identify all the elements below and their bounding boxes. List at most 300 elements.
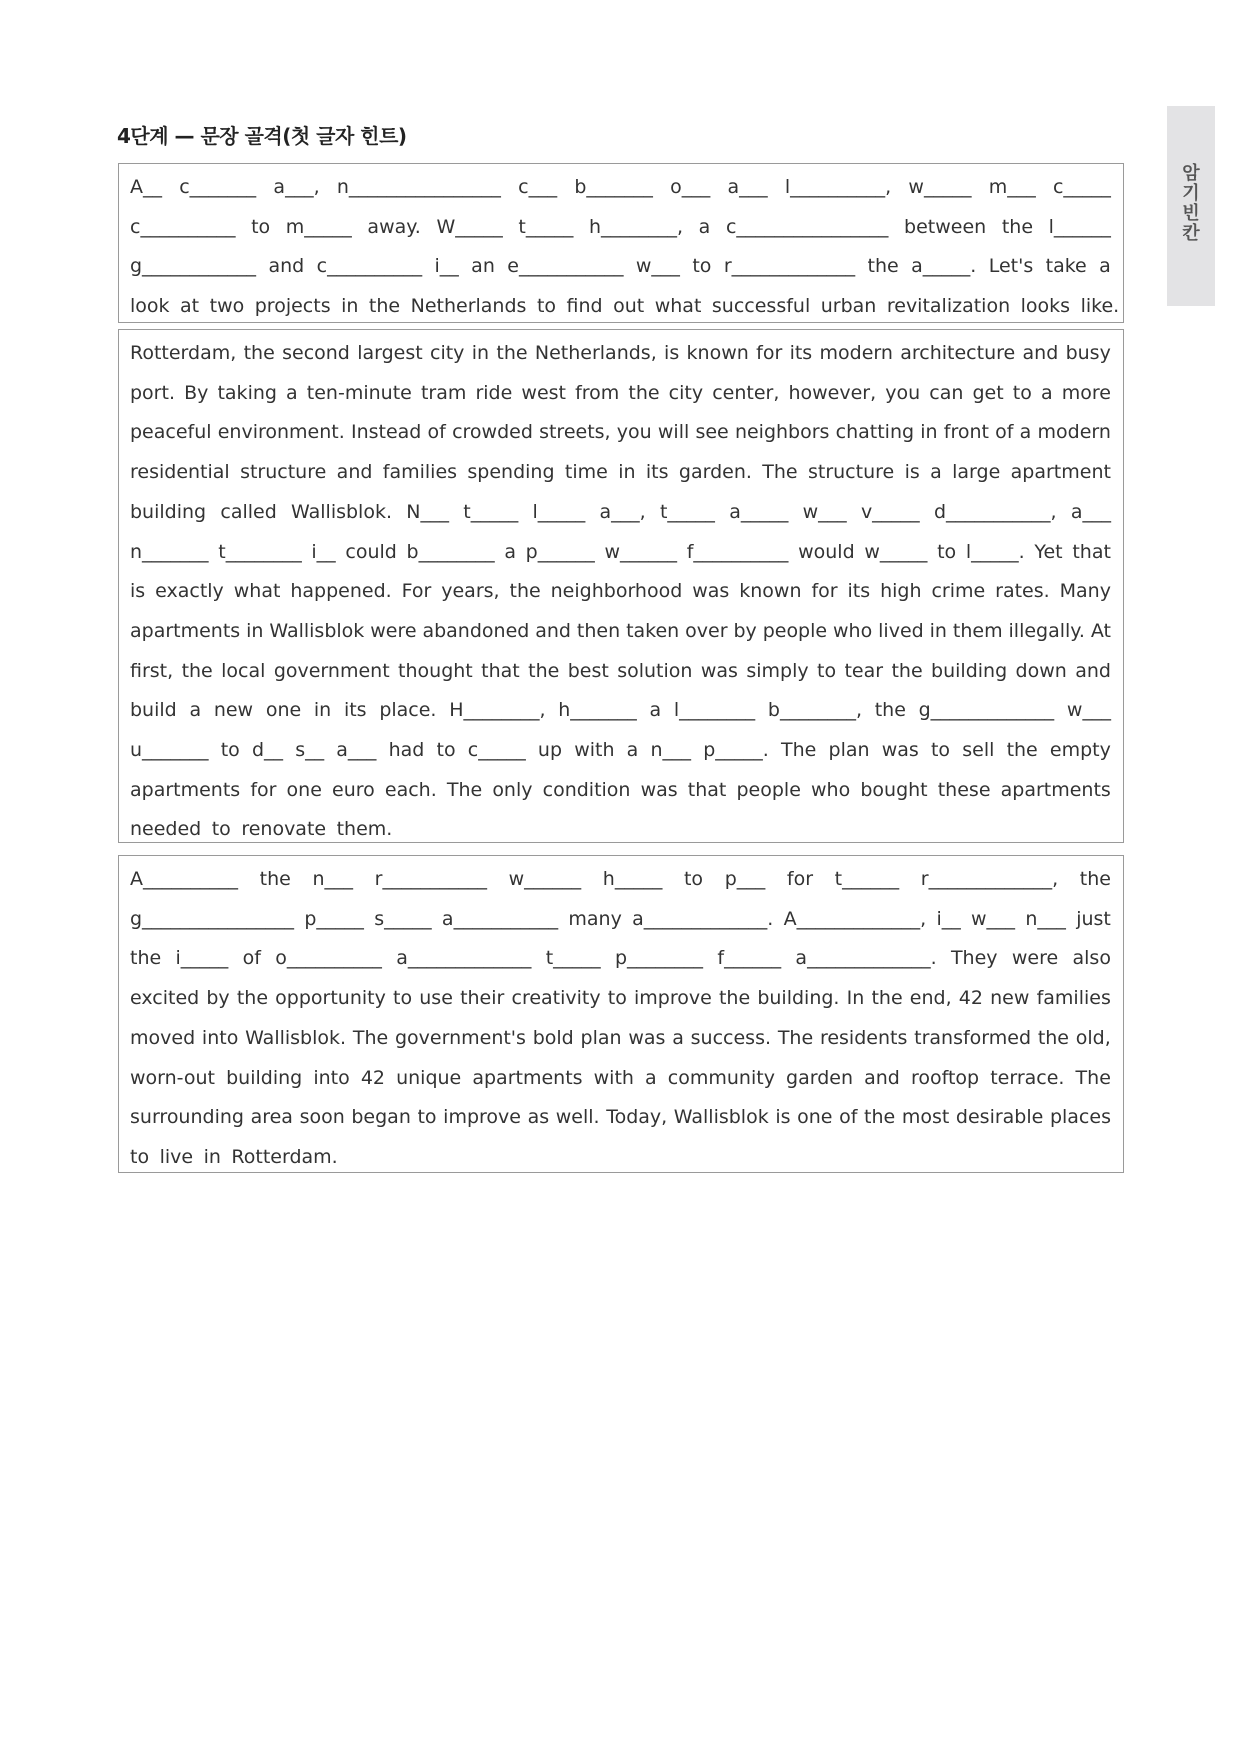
- word: out: [613, 295, 645, 318]
- word: years,: [441, 580, 500, 603]
- word: center,: [712, 381, 780, 404]
- word: you: [616, 421, 652, 444]
- word: m___: [988, 176, 1036, 198]
- word: them.: [336, 818, 393, 841]
- word: a___________: [441, 907, 559, 930]
- word: The: [446, 778, 483, 801]
- word: that: [481, 659, 520, 682]
- word: port.: [130, 381, 175, 404]
- word: success.: [690, 1026, 772, 1049]
- side-tab-char: 기: [1182, 183, 1200, 204]
- word: l_____: [532, 500, 586, 523]
- word: streets,: [539, 421, 611, 444]
- word: The: [1075, 1066, 1111, 1089]
- word: to: [692, 255, 712, 278]
- word: apartments: [130, 619, 241, 642]
- word: first,: [130, 659, 174, 682]
- word: large: [952, 461, 1001, 484]
- word: the: [130, 947, 162, 970]
- word: f__________: [686, 540, 789, 563]
- word: many: [568, 907, 622, 930]
- word: and: [1075, 659, 1111, 682]
- word: needed: [130, 818, 202, 841]
- word: west: [521, 381, 566, 404]
- word: then: [576, 619, 621, 642]
- word: with: [593, 1066, 634, 1089]
- word: places: [1049, 1106, 1111, 1129]
- word: apartment: [1010, 461, 1111, 484]
- word: sell: [962, 739, 995, 762]
- word: place.: [379, 699, 437, 722]
- word: a: [286, 381, 298, 404]
- word: a: [504, 540, 516, 563]
- word: empty: [1049, 739, 1111, 762]
- word: a: [698, 215, 711, 238]
- word: is: [664, 342, 680, 364]
- word: each.: [384, 778, 437, 801]
- word: revitalization: [886, 295, 1011, 318]
- word: ride: [475, 381, 513, 404]
- word: front: [943, 421, 989, 444]
- word: d___________,: [933, 500, 1057, 523]
- passage-line: [130, 334, 1111, 374]
- word: however,: [788, 381, 877, 404]
- word: can: [929, 381, 964, 404]
- word: Netherlands: [410, 295, 527, 318]
- word: into: [201, 1026, 239, 1049]
- word: the: [368, 295, 401, 318]
- word: At: [1090, 619, 1111, 642]
- word: end,: [909, 987, 952, 1010]
- word: w_____: [864, 540, 928, 563]
- word: with: [574, 739, 615, 762]
- word: will: [657, 421, 690, 444]
- word: a_____________.: [632, 907, 774, 930]
- word: the: [1079, 868, 1111, 890]
- word: Rotterdam,: [130, 342, 237, 364]
- word: s_____: [374, 907, 432, 930]
- word: n___: [650, 739, 692, 762]
- word: began: [351, 1106, 411, 1129]
- word: in: [618, 461, 636, 484]
- word: bought: [860, 778, 928, 801]
- section-heading: 4단계 — 문장 골격(첫 글자 힌트): [117, 124, 407, 148]
- word: to: [251, 215, 271, 238]
- word: g________________: [130, 907, 295, 930]
- passage-line: [130, 1019, 1111, 1059]
- word: c__________: [130, 215, 236, 238]
- word: A__________: [130, 868, 238, 890]
- passage-line: [130, 860, 1111, 900]
- word: known: [686, 342, 749, 364]
- word: c_____: [1052, 176, 1111, 198]
- side-tab-char: 칸: [1182, 223, 1200, 244]
- word: a: [189, 699, 202, 722]
- word: to: [211, 818, 231, 841]
- word: the: [509, 580, 541, 603]
- word: h_____: [602, 868, 663, 890]
- word: down: [1015, 659, 1067, 682]
- word: p___: [724, 868, 766, 890]
- word: abandoned: [422, 619, 530, 642]
- word: residential: [130, 461, 230, 484]
- word: a___,: [599, 500, 646, 523]
- word: is: [130, 580, 146, 603]
- word: taken: [626, 619, 680, 642]
- word: the: [236, 987, 269, 1010]
- word: what: [233, 580, 281, 603]
- word: illegally.: [1008, 619, 1085, 642]
- word: new: [213, 699, 254, 722]
- word: w___: [802, 500, 847, 523]
- word: called: [220, 500, 277, 523]
- word: o__________: [275, 947, 382, 970]
- word: to: [536, 295, 557, 318]
- word: who: [833, 619, 873, 642]
- word: to: [1012, 381, 1032, 404]
- word: was: [881, 739, 919, 762]
- passage-line: [130, 939, 1111, 979]
- word: terrace.: [990, 1066, 1065, 1089]
- word: A_____________,: [783, 907, 927, 930]
- word: The: [762, 461, 798, 484]
- word: t_____: [545, 947, 601, 970]
- word: c________________: [725, 215, 889, 238]
- side-tab: [1167, 106, 1215, 306]
- word: by: [733, 619, 757, 642]
- word: from: [575, 381, 620, 404]
- word: who: [811, 778, 851, 801]
- word: c__________: [316, 255, 423, 278]
- word: successful: [711, 295, 811, 318]
- word: garden.: [678, 461, 752, 484]
- word: ten-minute: [306, 381, 412, 404]
- word: you: [885, 381, 921, 404]
- word: in: [471, 342, 490, 364]
- word: a: [645, 1066, 657, 1089]
- word: the: [259, 868, 291, 890]
- word: like.: [1080, 295, 1120, 318]
- word: plan: [828, 739, 870, 762]
- word: Instead: [350, 421, 422, 444]
- side-tab-char: 암: [1182, 163, 1200, 184]
- word: desirable: [955, 1106, 1044, 1129]
- word: between: [904, 215, 987, 238]
- word: city: [668, 381, 704, 404]
- word: r_____________: [723, 255, 856, 278]
- word: building.: [757, 987, 840, 1010]
- word: structure: [240, 461, 327, 484]
- word: largest: [357, 342, 423, 364]
- word: looks: [1020, 295, 1071, 318]
- word: look: [130, 295, 170, 318]
- word: Wallisblok.: [291, 500, 393, 523]
- word: in: [341, 295, 359, 318]
- word: over: [685, 619, 728, 642]
- passage-line: [130, 979, 1111, 1019]
- word: residents: [819, 1026, 908, 1049]
- word: families: [1036, 987, 1111, 1010]
- word: of: [839, 1106, 858, 1129]
- word: a___: [336, 739, 377, 762]
- word: p_____: [304, 907, 364, 930]
- passage-line: [130, 453, 1111, 493]
- word: modern: [819, 342, 893, 364]
- word: get: [972, 381, 1004, 404]
- word: g____________: [130, 255, 257, 278]
- word: see: [695, 421, 729, 444]
- word: improve: [634, 987, 712, 1010]
- word: to: [817, 659, 837, 682]
- word: A__: [130, 176, 162, 198]
- word: only: [492, 778, 533, 801]
- word: t_____: [518, 215, 574, 238]
- word: Let's: [988, 255, 1034, 278]
- word: Yet: [1034, 540, 1063, 563]
- word: worn-out: [130, 1066, 216, 1089]
- word: is: [904, 461, 920, 484]
- word: The: [781, 739, 817, 762]
- word: time: [564, 461, 608, 484]
- word: p________: [615, 947, 704, 970]
- word: could: [345, 540, 397, 563]
- word: a_____.: [911, 255, 977, 278]
- word: take: [1045, 255, 1087, 278]
- word: lived: [878, 619, 924, 642]
- word: They: [950, 947, 998, 970]
- word: to: [937, 540, 957, 563]
- word: h_______: [558, 699, 637, 722]
- word: The: [352, 1026, 389, 1049]
- word: for: [756, 342, 783, 364]
- word: condition: [542, 778, 631, 801]
- word: building: [130, 500, 207, 523]
- word: of: [242, 947, 261, 970]
- word: build: [130, 699, 177, 722]
- word: community: [667, 1066, 775, 1089]
- word: structure: [807, 461, 895, 484]
- word: the: [243, 342, 275, 364]
- word: was: [700, 659, 738, 682]
- word: also: [1072, 947, 1111, 970]
- word: the: [181, 659, 213, 682]
- word: For: [401, 580, 432, 603]
- word: busy: [1065, 342, 1111, 364]
- passage-line: [130, 810, 1111, 850]
- word: w___: [1066, 699, 1111, 722]
- word: building: [226, 1066, 303, 1089]
- word: o___: [670, 176, 711, 198]
- word: the: [1006, 739, 1038, 762]
- word: one: [797, 1106, 833, 1129]
- word: to: [393, 987, 413, 1010]
- word: one: [286, 778, 322, 801]
- word: apartments: [130, 778, 241, 801]
- word: exactly: [155, 580, 224, 603]
- word: plan: [580, 1026, 622, 1049]
- word: taking: [217, 381, 277, 404]
- word: H________,: [449, 699, 546, 722]
- word: a_____: [729, 500, 789, 523]
- word: w___: [971, 907, 1016, 930]
- word: p______: [525, 540, 595, 563]
- word: to: [683, 868, 704, 890]
- word: people: [736, 778, 801, 801]
- word: Many: [1059, 580, 1111, 603]
- word: garden: [786, 1066, 854, 1089]
- word: d__: [251, 739, 284, 762]
- word: N___: [406, 500, 449, 523]
- word: n___: [312, 868, 354, 890]
- word: crowded: [452, 421, 533, 444]
- word: second: [282, 342, 350, 364]
- passage-line: [130, 247, 1111, 287]
- word: the: [1037, 1026, 1069, 1049]
- passage-line: [130, 168, 1111, 208]
- word: a___: [727, 176, 768, 198]
- word: a_____________.: [795, 947, 937, 970]
- word: Wallisblok: [269, 619, 365, 642]
- passage-line: [130, 374, 1111, 414]
- word: a___: [1070, 500, 1111, 523]
- word: into: [313, 1066, 350, 1089]
- word: to: [930, 739, 951, 762]
- word: new: [990, 987, 1030, 1010]
- passage-line: [130, 533, 1111, 573]
- word: known: [739, 580, 802, 603]
- word: use: [419, 987, 453, 1010]
- passage-line: [130, 1138, 1111, 1178]
- word: w_____: [908, 176, 972, 198]
- word: m_____: [285, 215, 352, 238]
- passage-box-3: [118, 855, 1124, 1173]
- word: away.: [367, 215, 421, 238]
- word: were: [370, 619, 417, 642]
- word: its: [645, 461, 669, 484]
- passage-line: [130, 493, 1111, 533]
- word: was: [640, 778, 678, 801]
- word: would: [798, 540, 855, 563]
- word: rates.: [995, 580, 1050, 603]
- word: excited: [130, 987, 200, 1010]
- word: n________________: [336, 176, 501, 198]
- word: Wallisblok.: [245, 1026, 347, 1049]
- word: neighbors: [734, 421, 830, 444]
- word: well.: [555, 1106, 600, 1129]
- word: the: [874, 699, 906, 722]
- word: i__: [936, 907, 961, 930]
- word: b________,: [767, 699, 862, 722]
- word: e___________: [507, 255, 624, 278]
- word: t________: [218, 540, 302, 563]
- word: surrounding: [130, 1106, 244, 1129]
- word: w______: [508, 868, 582, 890]
- word: the: [718, 987, 751, 1010]
- word: solution: [617, 659, 693, 682]
- word: government's: [394, 1026, 526, 1049]
- word: bold: [532, 1026, 574, 1049]
- word: environment.: [217, 421, 345, 444]
- word: n___: [1025, 907, 1066, 930]
- word: to: [436, 739, 456, 762]
- word: By: [184, 381, 209, 404]
- word: to: [220, 739, 240, 762]
- word: a: [1040, 381, 1053, 404]
- word: one: [265, 699, 302, 722]
- word: to: [607, 987, 627, 1010]
- word: is: [775, 1106, 791, 1129]
- word: at: [180, 295, 200, 318]
- passage-line: [130, 612, 1111, 652]
- word: up: [537, 739, 563, 762]
- word: and: [864, 1066, 900, 1089]
- word: l________: [673, 699, 756, 722]
- word: renovate: [241, 818, 327, 841]
- word: and: [336, 461, 373, 484]
- word: find: [566, 295, 603, 318]
- word: for: [811, 580, 838, 603]
- word: a: [930, 461, 942, 484]
- word: transformed: [914, 1026, 1032, 1049]
- passage-line: [130, 413, 1111, 453]
- passage-line: [130, 691, 1111, 731]
- word: g_____________: [918, 699, 1055, 722]
- word: a_____________: [396, 947, 532, 970]
- word: chatting: [835, 421, 915, 444]
- word: old,: [1075, 1026, 1111, 1049]
- word: a: [1019, 421, 1032, 444]
- word: l__________,: [784, 176, 892, 198]
- word: its: [789, 342, 813, 364]
- word: opportunity: [275, 987, 386, 1010]
- word: what: [654, 295, 702, 318]
- word: l______: [1048, 215, 1111, 238]
- word: most: [901, 1106, 950, 1129]
- passage-box-1: [118, 163, 1124, 323]
- word: c___: [518, 176, 558, 198]
- word: city: [430, 342, 465, 364]
- word: and: [1022, 342, 1059, 364]
- word: that: [1072, 540, 1111, 563]
- passage-line: [130, 731, 1111, 771]
- word: two: [209, 295, 245, 318]
- passage-line: [130, 771, 1111, 811]
- word: was: [692, 580, 730, 603]
- word: improve: [443, 1106, 521, 1129]
- word: moved: [130, 1026, 196, 1049]
- passage-box-2: [118, 329, 1124, 843]
- word: its: [847, 580, 871, 603]
- word: crime: [931, 580, 986, 603]
- passage-line: [130, 1098, 1111, 1138]
- word: The: [777, 1026, 814, 1049]
- word: modern: [1037, 421, 1111, 444]
- word: Wallisblok: [673, 1106, 769, 1129]
- word: b_______: [574, 176, 653, 198]
- word: by: [206, 987, 230, 1010]
- word: i_____: [175, 947, 229, 970]
- side-tab-char: 빈: [1182, 203, 1200, 224]
- word: creativity: [511, 987, 601, 1010]
- word: happened.: [290, 580, 392, 603]
- word: people: [762, 619, 828, 642]
- word: as: [527, 1106, 550, 1129]
- passage-line: [130, 1059, 1111, 1099]
- word: live: [159, 1145, 194, 1168]
- word: these: [937, 778, 991, 801]
- word: in: [203, 1145, 221, 1168]
- word: s__: [295, 739, 325, 762]
